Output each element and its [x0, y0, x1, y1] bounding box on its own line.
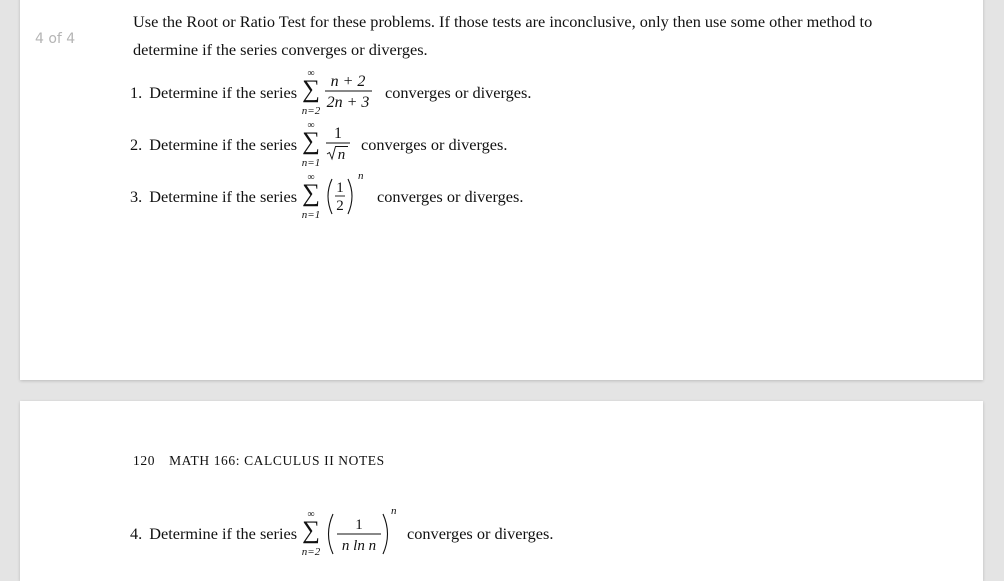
problem-prompt: Determine if the series	[149, 524, 298, 543]
problem-suffix: converges or diverges.	[385, 83, 532, 102]
problem-number: 3.	[130, 187, 143, 206]
page-indicator: 4 of 4	[35, 31, 76, 47]
problem-number: 4.	[130, 524, 143, 543]
sum-upper-limit: ∞	[307, 68, 315, 79]
sum-upper-limit: ∞	[307, 509, 315, 520]
left-parenthesis	[329, 514, 334, 554]
sum-lower-limit: n=2	[301, 105, 321, 117]
problem-item-1	[130, 69, 531, 117]
problem-item-4	[130, 505, 554, 558]
left-parenthesis	[328, 179, 332, 214]
series-formula	[301, 170, 371, 221]
problem-suffix: converges or diverges.	[361, 135, 508, 154]
series-formula	[301, 121, 355, 169]
summation-symbol: ∑	[302, 180, 320, 207]
sum-lower-limit: n=1	[301, 157, 321, 169]
problem-item-2	[130, 121, 507, 169]
fraction-denominator: 2	[336, 198, 344, 214]
problem-prompt: Determine if the series	[149, 83, 298, 102]
right-parenthesis	[348, 179, 352, 214]
problem-prompt: Determine if the series	[149, 135, 298, 154]
fraction-numerator: 1	[334, 125, 343, 142]
header-page-number: 120	[133, 453, 156, 468]
sum-upper-limit: ∞	[307, 172, 315, 183]
problem-number: 1.	[130, 83, 143, 102]
summation-symbol: ∑	[302, 517, 320, 544]
sum-upper-limit: ∞	[307, 120, 315, 131]
running-header	[133, 453, 385, 469]
problem-suffix: converges or diverges.	[377, 187, 524, 206]
document-page	[20, 401, 983, 581]
fraction-numerator: n + 2	[330, 73, 366, 90]
fraction-denominator: 2n + 3	[326, 94, 370, 111]
fraction-numerator: 1	[355, 517, 363, 533]
problem-item-3	[130, 170, 524, 221]
problem-prompt: Determine if the series	[149, 187, 298, 206]
fraction-numerator: 1	[336, 180, 344, 196]
right-parenthesis	[383, 514, 388, 554]
exponent: n	[391, 505, 397, 517]
summation-symbol: ∑	[302, 128, 320, 155]
sum-lower-limit: n=1	[301, 209, 321, 221]
summation-symbol: ∑	[302, 76, 320, 103]
series-formula	[301, 69, 379, 117]
instructions-paragraph: Use the Root or Ratio Test for these problems. If those tests are inconclusive, only then use some other method to determine if the series converges or diverges.	[133, 12, 873, 59]
sum-lower-limit: n=2	[301, 546, 321, 558]
header-title: MATH 166: CALCULUS II NOTES	[169, 453, 385, 468]
fraction-denominator: n ln n	[341, 538, 377, 554]
problem-number: 2.	[130, 135, 143, 154]
radicand: n	[337, 147, 346, 163]
exponent: n	[358, 170, 364, 182]
problem-suffix: converges or diverges.	[407, 524, 554, 543]
series-formula	[301, 505, 401, 558]
document-page	[20, 0, 983, 380]
